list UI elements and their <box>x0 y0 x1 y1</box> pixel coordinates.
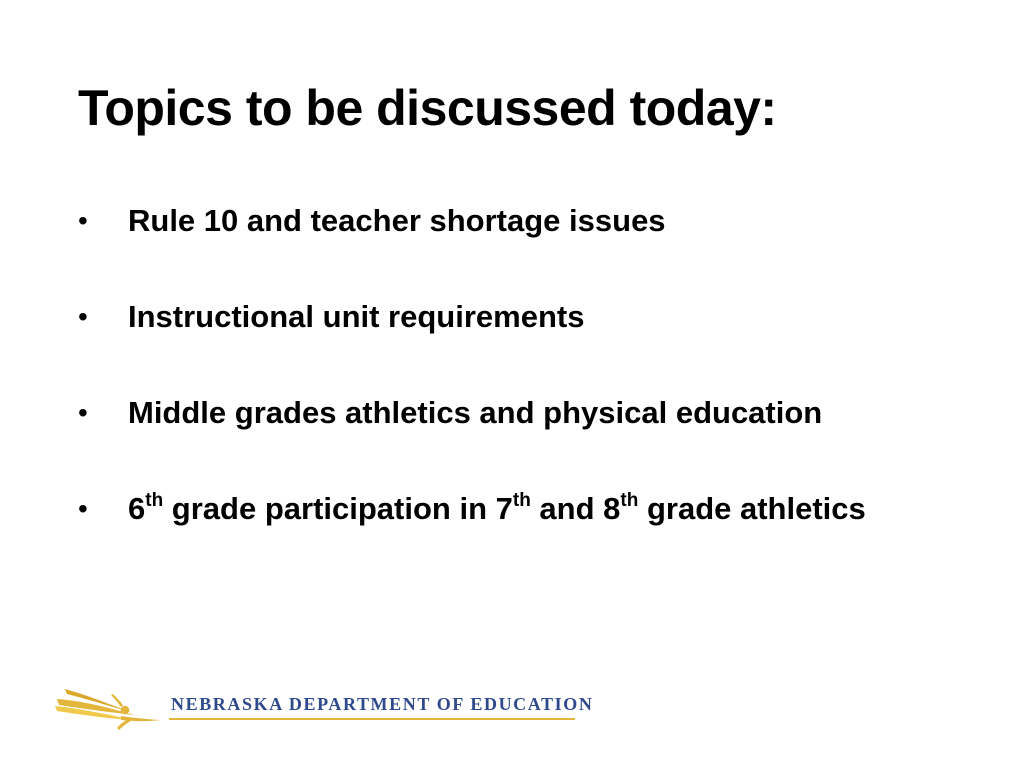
organization-name: NEBRASKA DEPARTMENT OF EDUCATION <box>171 694 594 714</box>
ordinal-number: 6 <box>128 491 146 526</box>
bullet-icon: • <box>78 493 88 524</box>
bullet-text <box>128 491 866 526</box>
bullet-text-segment: and <box>530 491 604 526</box>
bullet-text-segment: grade athletics <box>638 491 866 526</box>
bullet-item <box>78 294 958 340</box>
ordinal-suffix: th <box>145 489 164 511</box>
slide-title: Topics to be discussed today: <box>78 80 777 136</box>
bullet-text: Rule 10 and teacher shortage issues <box>128 203 666 238</box>
bullet-icon: • <box>78 301 88 332</box>
bullet-item <box>78 390 958 436</box>
ordinal-suffix: th <box>620 489 639 511</box>
bullet-list <box>78 198 958 582</box>
bullet-text-segment: grade participation in <box>163 491 496 526</box>
bullet-text: Instructional unit requirements <box>128 299 585 334</box>
ordinal-suffix: th <box>512 489 531 511</box>
bullet-item <box>78 198 958 244</box>
bullet-icon: • <box>78 397 88 428</box>
ordinal-number: 7 <box>495 491 513 526</box>
bullet-text: Middle grades athletics and physical education <box>128 395 823 430</box>
bullet-icon: • <box>78 205 88 236</box>
logo-underline <box>169 718 575 720</box>
swoosh-figure-logo-icon <box>55 683 167 733</box>
ordinal-number: 8 <box>603 491 621 526</box>
bullet-item <box>78 486 958 532</box>
organization-logo <box>55 683 594 733</box>
